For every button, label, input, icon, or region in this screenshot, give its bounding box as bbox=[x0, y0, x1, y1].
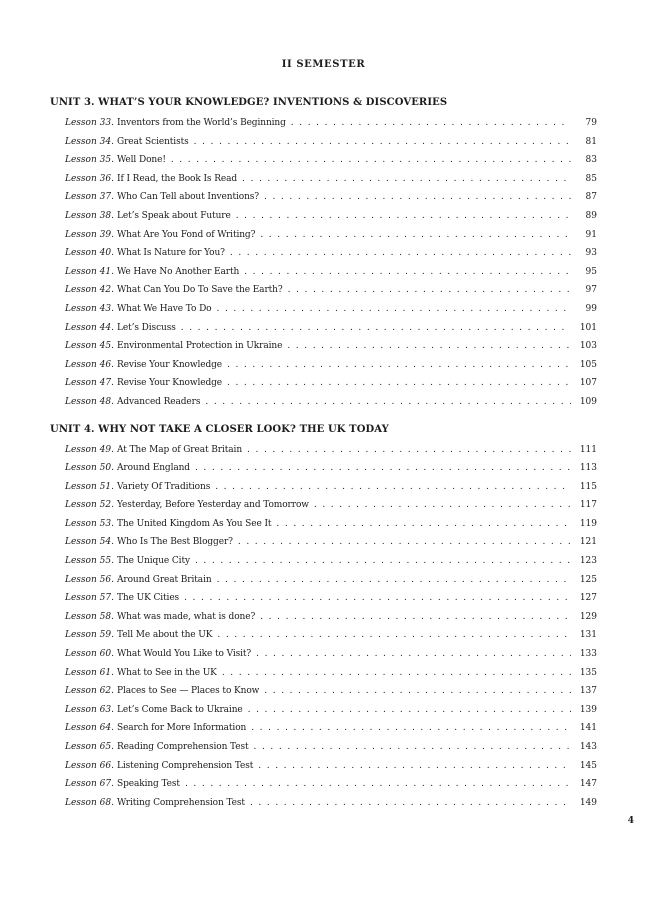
lesson-label: Lesson 45. bbox=[65, 341, 114, 352]
lesson-title: Revise Your Knowledge bbox=[117, 378, 223, 389]
lesson-title: Listening Comprehension Test bbox=[117, 760, 254, 771]
lesson-page-number: 135 bbox=[579, 667, 597, 678]
toc-entry bbox=[50, 188, 597, 207]
lesson-title: Great Scientists bbox=[117, 136, 189, 147]
lesson-label: Lesson 49. bbox=[65, 444, 114, 455]
lesson-title: What Can You Do To Save the Earth? bbox=[117, 285, 283, 296]
toc-entry bbox=[50, 263, 597, 282]
lesson-title: We Have No Another Earth bbox=[117, 266, 240, 277]
lesson-title: What Would You Like to Visit? bbox=[117, 649, 252, 660]
lesson-title: Around Great Britain bbox=[117, 574, 212, 585]
lesson-title: Reading Comprehension Test bbox=[117, 742, 249, 752]
lesson-title: Who Is The Best Blogger? bbox=[117, 537, 233, 548]
toc-entry bbox=[50, 151, 597, 170]
lesson-title: Places to See — Places to Know bbox=[117, 686, 260, 697]
lesson-page-number: 141 bbox=[579, 723, 597, 734]
unit-title: UNIT 3. WHAT’S YOUR KNOWLEDGE? INVENTIONS & DISCOVERIES bbox=[50, 97, 448, 108]
toc-entry bbox=[50, 608, 597, 627]
lesson-label: Lesson 53. bbox=[65, 518, 114, 529]
lesson-list bbox=[50, 441, 597, 813]
lesson-page-number: 105 bbox=[579, 359, 597, 370]
lesson-title: Environmental Protection in Ukraine bbox=[117, 341, 283, 352]
lesson-title: What Is Nature for You? bbox=[117, 248, 225, 259]
lesson-label: Lesson 55. bbox=[65, 556, 114, 567]
lesson-label: Lesson 44. bbox=[65, 322, 114, 333]
lesson-page-number: 117 bbox=[579, 500, 597, 511]
dot-leader bbox=[244, 263, 571, 282]
lesson-page-number: 115 bbox=[579, 481, 597, 492]
lesson-page-number: 89 bbox=[585, 210, 597, 221]
toc-entry bbox=[50, 794, 597, 813]
lesson-label: Lesson 37. bbox=[65, 192, 114, 203]
lesson-title: If I Read, the Book Is Read bbox=[117, 173, 238, 184]
toc-entry bbox=[50, 496, 597, 515]
lesson-label: Lesson 33. bbox=[65, 118, 114, 128]
dot-leader bbox=[181, 319, 571, 338]
lesson-title: Let’s Come Back to Ukraine bbox=[117, 704, 243, 715]
lesson-page-number: 85 bbox=[585, 173, 597, 184]
toc-entry bbox=[50, 478, 597, 497]
toc-entry bbox=[50, 133, 597, 152]
lesson-title: Variety Of Traditions bbox=[117, 481, 211, 492]
dot-leader bbox=[287, 337, 571, 356]
dot-leader bbox=[248, 701, 571, 720]
lesson-page-number: 95 bbox=[585, 266, 597, 277]
lesson-page-number: 131 bbox=[579, 630, 597, 641]
toc-entry bbox=[50, 393, 597, 412]
lesson-label: Lesson 54. bbox=[65, 537, 114, 548]
dot-leader bbox=[217, 626, 571, 645]
lesson-title: What We Have To Do bbox=[117, 303, 212, 314]
lesson-label: Lesson 50. bbox=[65, 463, 114, 474]
lesson-page-number: 99 bbox=[585, 303, 597, 314]
dot-leader bbox=[258, 757, 571, 776]
toc-entry bbox=[50, 319, 597, 338]
lesson-page-number: 127 bbox=[579, 593, 597, 604]
lesson-label: Lesson 57. bbox=[65, 593, 114, 604]
lesson-label: Lesson 48. bbox=[65, 396, 114, 407]
dot-leader bbox=[230, 244, 571, 263]
lesson-label: Lesson 47. bbox=[65, 378, 114, 389]
lesson-page-number: 121 bbox=[579, 537, 597, 548]
lesson-label: Lesson 68. bbox=[65, 797, 114, 808]
toc-entry bbox=[50, 719, 597, 738]
lesson-page-number: 93 bbox=[585, 248, 597, 259]
lesson-title: Around England bbox=[117, 463, 190, 474]
dot-leader bbox=[291, 114, 571, 133]
toc-entry bbox=[50, 757, 597, 776]
dot-leader bbox=[260, 226, 571, 245]
dot-leader bbox=[227, 356, 571, 375]
lesson-label: Lesson 61. bbox=[65, 667, 114, 678]
lesson-page-number: 87 bbox=[585, 192, 597, 203]
lesson-label: Lesson 51. bbox=[65, 481, 114, 492]
lesson-page-number: 119 bbox=[579, 518, 597, 529]
lesson-page-number: 103 bbox=[579, 341, 597, 352]
lesson-label: Lesson 59. bbox=[65, 630, 114, 641]
lesson-label: Lesson 58. bbox=[65, 611, 114, 622]
lesson-page-number: 81 bbox=[585, 136, 597, 147]
lesson-page-number: 79 bbox=[585, 118, 597, 128]
toc-entry bbox=[50, 533, 597, 552]
page-folio: 4 bbox=[627, 816, 634, 826]
lesson-title: The UK Cities bbox=[117, 593, 180, 604]
semester-header: II SEMESTER bbox=[281, 59, 366, 70]
unit-title: UNIT 4. WHY NOT TAKE A CLOSER LOOK? THE UK TODAY bbox=[50, 423, 389, 435]
dot-leader bbox=[250, 794, 571, 813]
lesson-page-number: 113 bbox=[579, 463, 597, 474]
toc-entry bbox=[50, 170, 597, 189]
dot-leader bbox=[171, 151, 571, 170]
dot-leader bbox=[251, 719, 571, 738]
dot-leader bbox=[185, 775, 571, 794]
lesson-title: Who Can Tell about Inventions? bbox=[117, 192, 260, 203]
lesson-title: Advanced Readers bbox=[117, 396, 201, 407]
toc-entry bbox=[50, 459, 597, 478]
dot-leader bbox=[215, 478, 571, 497]
lesson-page-number: 107 bbox=[579, 378, 597, 389]
toc-entry bbox=[50, 571, 597, 590]
lesson-title: Yesterday, Before Yesterday and Tomorrow bbox=[117, 500, 309, 511]
dot-leader bbox=[184, 589, 571, 608]
lesson-label: Lesson 62. bbox=[65, 686, 114, 697]
lesson-page-number: 139 bbox=[579, 704, 597, 715]
lesson-label: Lesson 40. bbox=[65, 248, 114, 259]
lesson-title: Inventors from the World’s Beginning bbox=[117, 118, 286, 128]
toc-entry bbox=[50, 626, 597, 645]
toc-entry bbox=[50, 244, 597, 263]
toc-entry bbox=[50, 374, 597, 393]
dot-leader bbox=[254, 738, 571, 757]
lesson-label: Lesson 46. bbox=[65, 359, 114, 370]
toc-entry bbox=[50, 738, 597, 757]
lesson-page-number: 109 bbox=[579, 396, 597, 407]
lesson-page-number: 101 bbox=[579, 322, 597, 333]
unit-section bbox=[50, 96, 597, 412]
lesson-title: What Are You Fond of Writing? bbox=[117, 229, 256, 240]
toc-entry bbox=[50, 337, 597, 356]
dot-leader bbox=[222, 664, 571, 683]
dot-leader bbox=[217, 571, 571, 590]
toc-entry bbox=[50, 207, 597, 226]
dot-leader bbox=[217, 300, 572, 319]
toc-entry bbox=[50, 226, 597, 245]
lesson-label: Lesson 41. bbox=[65, 266, 114, 277]
dot-leader bbox=[195, 459, 571, 478]
lesson-label: Lesson 34. bbox=[65, 136, 114, 147]
toc-entry bbox=[50, 356, 597, 375]
dot-leader bbox=[264, 188, 571, 207]
toc-entry bbox=[50, 682, 597, 701]
lesson-label: Lesson 66. bbox=[65, 760, 114, 771]
dot-leader bbox=[247, 441, 571, 460]
lesson-title: Let’s Discuss bbox=[117, 322, 176, 333]
lesson-title: Search for More Information bbox=[117, 723, 247, 734]
toc-entry bbox=[50, 552, 597, 571]
lesson-label: Lesson 60. bbox=[65, 649, 114, 660]
lesson-page-number: 123 bbox=[579, 556, 597, 567]
lesson-page-number: 145 bbox=[579, 760, 597, 771]
lesson-label: Lesson 35. bbox=[65, 155, 114, 166]
lesson-label: Lesson 64. bbox=[65, 723, 114, 734]
lesson-page-number: 149 bbox=[579, 797, 597, 808]
lesson-label: Lesson 67. bbox=[65, 779, 114, 790]
lesson-title: The United Kingdom As You See It bbox=[117, 518, 272, 529]
unit-section bbox=[50, 423, 597, 813]
dot-leader bbox=[194, 133, 571, 152]
lesson-label: Lesson 38. bbox=[65, 210, 114, 221]
lesson-page-number: 143 bbox=[579, 742, 597, 752]
dot-leader bbox=[314, 496, 571, 515]
dot-leader bbox=[195, 552, 571, 571]
lesson-label: Lesson 65. bbox=[65, 742, 114, 752]
lesson-title: The Unique City bbox=[117, 556, 190, 567]
lesson-title: Writing Comprehension Test bbox=[117, 797, 245, 808]
lesson-page-number: 137 bbox=[579, 686, 597, 697]
lesson-list bbox=[50, 114, 597, 412]
toc-entry bbox=[50, 645, 597, 664]
toc-entry bbox=[50, 441, 597, 460]
lesson-title: At The Map of Great Britain bbox=[117, 444, 243, 455]
toc-entry bbox=[50, 664, 597, 683]
lesson-page-number: 133 bbox=[579, 649, 597, 660]
dot-leader bbox=[205, 393, 571, 412]
lesson-title: Well Done! bbox=[117, 155, 166, 166]
lesson-label: Lesson 56. bbox=[65, 574, 114, 585]
toc-entry bbox=[50, 775, 597, 794]
dot-leader bbox=[236, 207, 571, 226]
lesson-label: Lesson 36. bbox=[65, 173, 114, 184]
lesson-title: What was made, what is done? bbox=[117, 611, 256, 622]
dot-leader bbox=[264, 682, 571, 701]
toc-entry bbox=[50, 281, 597, 300]
dot-leader bbox=[242, 170, 571, 189]
lesson-title: Let’s Speak about Future bbox=[117, 210, 231, 221]
lesson-title: What to See in the UK bbox=[117, 667, 217, 678]
dot-leader bbox=[256, 645, 571, 664]
dot-leader bbox=[227, 374, 571, 393]
lesson-title: Speaking Test bbox=[117, 779, 180, 790]
dot-leader bbox=[238, 533, 571, 552]
lesson-label: Lesson 43. bbox=[65, 303, 114, 314]
lesson-page-number: 147 bbox=[579, 779, 597, 790]
lesson-page-number: 83 bbox=[585, 155, 597, 166]
toc-entry bbox=[50, 114, 597, 133]
lesson-label: Lesson 52. bbox=[65, 500, 114, 511]
toc-entry bbox=[50, 701, 597, 720]
toc-entry bbox=[50, 515, 597, 534]
lesson-page-number: 129 bbox=[579, 611, 597, 622]
toc-entry bbox=[50, 300, 597, 319]
lesson-label: Lesson 42. bbox=[65, 285, 114, 296]
lesson-page-number: 111 bbox=[579, 444, 597, 455]
dot-leader bbox=[260, 608, 571, 627]
toc-entry bbox=[50, 589, 597, 608]
lesson-page-number: 91 bbox=[585, 229, 597, 240]
lesson-page-number: 125 bbox=[579, 574, 597, 585]
lesson-title: Revise Your Knowledge bbox=[117, 359, 223, 370]
dot-leader bbox=[288, 281, 571, 300]
lesson-page-number: 97 bbox=[585, 285, 597, 296]
dot-leader bbox=[276, 515, 571, 534]
lesson-label: Lesson 39. bbox=[65, 229, 114, 240]
lesson-label: Lesson 63. bbox=[65, 704, 114, 715]
toc bbox=[50, 96, 597, 812]
lesson-title: Tell Me about the UK bbox=[117, 630, 213, 641]
